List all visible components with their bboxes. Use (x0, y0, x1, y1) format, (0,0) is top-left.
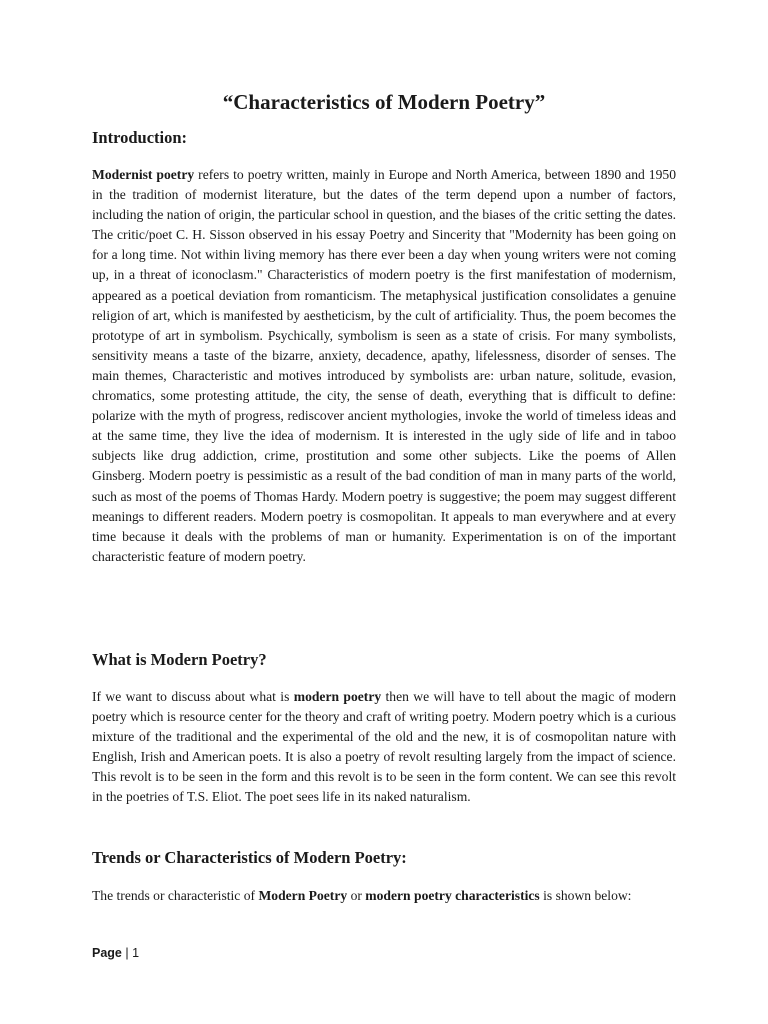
paragraph-text: If we want to discuss about what is (92, 689, 294, 704)
bold-term: modern poetry (293, 689, 382, 704)
page-number: 1 (132, 946, 140, 960)
paragraph-text: or (347, 888, 366, 903)
page-footer (92, 945, 139, 961)
paragraph-text: then we will have to tell about the magic of modern poetry which is resource center for the theory and craft of writing poetry. Modern poetry which is a curious mixture of the traditional and the experimental of the old and the new, it is of cosmopolitan nature with English, Irish and American poets. It is also a poetry of revolt resulting largely from the impact of science. This revolt is to be seen in the form and this revolt is to be seen in the form content. We can see this revolt in the poetries of T.S. Eliot. The poet sees life in its naked naturalism. (92, 689, 676, 805)
bold-term: modern poetry characteristics (365, 888, 540, 903)
trends-paragraph (92, 886, 676, 906)
paragraph-text: The trends or characteristic of (92, 888, 259, 903)
section-heading-what-is-modern-poetry: What is Modern Poetry? (92, 650, 267, 669)
page-label: Page (92, 946, 122, 960)
bold-term: Modern Poetry (258, 888, 348, 903)
introduction-bold-term: Modernist poetry (92, 167, 195, 182)
section-heading-introduction: Introduction: (92, 128, 188, 147)
introduction-paragraph (92, 165, 676, 567)
paragraph-text: is shown below: (539, 888, 632, 903)
what-is-modern-poetry-paragraph (92, 687, 676, 808)
section-heading-trends: Trends or Characteristics of Modern Poetry: (92, 848, 407, 867)
introduction-text: refers to poetry written, mainly in Europe and North America, between 1890 and 1950 in the tradition of modernist literature, but the dates of the term depend upon a number of factors, including the nation of origin, the particular school in question, and the biases of the critic setting the dates. The critic/poet C. H. Sisson observed in his essay Poetry and Sincerity that "Modernity has been going on for a long time. Not within living memory has there ever been a day when young writers were not coming up, in a threat of iconoclasm." Characteristics of modern poetry is the first manifestation of modernism, appeared as a poetical deviation from romanticism. The metaphysical justification consolidates a genuine religion of art, which is manifested by aestheticism, by the cult of artificiality. Thus, the poem becomes the prototype of art in symbolism. Psychically, symbolism is seen as a state of crisis. For many symbolists, sensitivity means a taste of the bizarre, anxiety, decadence, apathy, lifelessness, disorder of senses. The main themes, Characteristic and motives introduced by symbolists are: urban nature, solitude, evasion, chromatics, some protesting attitude, the city, the sense of death, everything that is difficult to define: polarize with the myth of progress, rediscover ancient mythologies, invoke the world of timeless ideas and at the same time, they live the idea of modernism. It is interested in the ugly side of life and in taboo subjects like drug addiction, crime, prostitution and some other subjects. Like the poems of Allen Ginsberg. Modern poetry is pessimistic as a result of the bad condition of man in many parts of the world, such as most of the poems of Thomas Hardy. Modern poetry is suggestive; the poem may suggest different meanings to different readers. Modern poetry is cosmopolitan. It appeals to man everywhere and at every time because it deals with the problems of man or humanity. Experimentation is on of the important characteristic feature of modern poetry. (92, 167, 677, 564)
document-title: “Characteristics of Modern Poetry” (222, 90, 546, 114)
page-separator: | (121, 946, 133, 960)
